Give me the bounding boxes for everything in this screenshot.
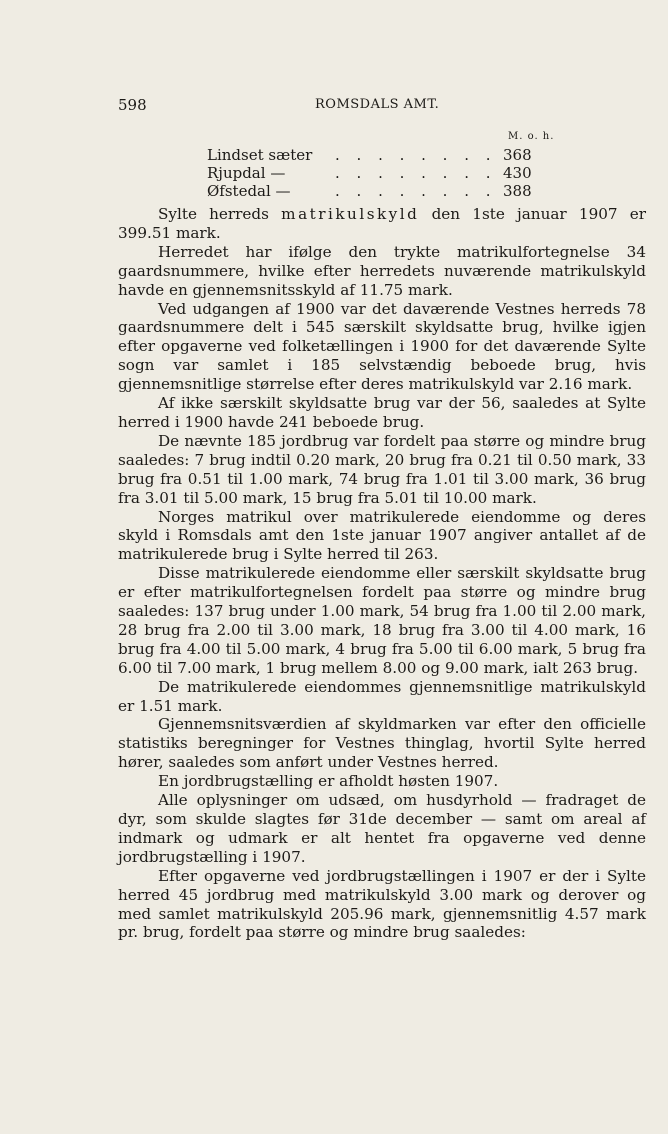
paragraph: Alle oplysninger om udsæd, om husdyrhold — fradraget de dyr, som skulde slagtes før 31de december — samt om areal af indmark og udmark er alt hentet fra opgaverne ved denne jordbrugstælling i 1907. [118,791,646,866]
elevation-value: 368 [503,146,532,164]
dot-leader: . . . . . . . . [335,182,497,200]
elevation-table [207,146,567,200]
paragraph-tail: den 1ste januar 1907 er 399.51 mark. [118,205,647,242]
paragraph: De matrikulerede eiendommes gjennemsnitlige matrikulskyld er 1.51 mark. [118,677,646,715]
paragraph: Disse matrikulerede eiendomme eller særskilt skyldsatte brug er efter matrikulfortegnelsen fordelt paa større og mindre brug saaledes: 137 brug under 1.00 mark, 54 brug fra 1.00 til 2.00 mark, 28 brug fra 2.00 til 3.00 mark, 18 brug fra 3.00 til 4.00 mark, 16 brug fra 4.00 til 5.00 mark, 4 brug fra 5.00 til 6.00 mark, 5 brug fra 6.00 til 7.00 mark, 1 brug mellem 8.00 og 9.00 mark, ialt 263 brug. [118,564,646,677]
elevation-row [207,164,567,182]
paragraph: Af ikke særskilt skyldsatte brug var der 56, saaledes at Sylte herred i 1900 havde 241 beboede brug. [118,394,646,431]
elevation-unit-label: M. o. h. [508,131,555,142]
farm-name: Rjupdal — [207,164,286,182]
page-number: 598 [118,96,147,114]
paragraph: Ved udgangen af 1900 var det daværende Vestnes herreds 78 gaardsnummere delt i 545 særskilt skyldsatte brug, hvilke igjen efter opgaverne ved folketællingen i 1900 for det daværende Sylte sogn var samlet i 185 selvstændig beboede brug, hvis gjennemsnitlige størrelse efter deres matrikulskyld var 2.16 mark. [118,299,646,394]
page-header [118,96,646,118]
elevation-value: 388 [503,182,532,200]
paragraph: De nævnte 185 jordbrug var fordelt paa større og mindre brug saaledes: 7 brug indtil 0.20 mark, 20 brug fra 0.21 til 0.50 mark, 33 brug fra 0.51 til 1.00 mark, 74 brug fra 1.01 til 3.00 mark, 36 brug fra 3.01 til 5.00 mark, 15 brug fra 5.01 til 10.00 mark. [118,431,646,507]
paragraph: Herredet har ifølge den trykte matrikulfortegnelse 34 gaardsnummere, hvilke efter herredets nuværende matrikulskyld havde en gjennemsnitsskyld af 11.75 mark. [118,242,646,299]
paragraph: Norges matrikul over matrikulerede eiendomme og deres skyld i Romsdals amt den 1ste januar 1907 angiver antallet af de matrikulerede brug i Sylte herred til 263. [118,507,646,564]
dot-leader: . . . . . . . . [335,164,497,182]
body-text [118,205,646,942]
spaced-term: matrikulskyld [281,205,420,223]
paragraph: Gjennemsnitsværdien af skyldmarken var efter den officielle statistiks beregninger for Vestnes thinglag, hvortil Sylte herred hører, saaledes som anført under Vestnes herred. [118,715,646,772]
paragraph-lead: Sylte herreds [158,205,269,223]
farm-name: Øfstedal — [207,182,291,200]
paragraph-matrikulskyld [118,205,646,243]
elevation-row [207,146,567,164]
running-title: ROMSDALS AMT. [315,97,440,112]
paragraph: Efter opgaverne ved jordbrugstællingen i 1907 er der i Sylte herred 45 jordbrug med matrikulskyld 3.00 mark og derover og med samlet matrikulskyld 205.96 mark, gjennemsnitlig 4.57 mark pr. brug, fordelt paa større og mindre brug saaledes: [118,866,646,942]
farm-name: Lindset sæter [207,146,313,164]
dot-leader: . . . . . . . . [335,146,497,164]
elevation-value: 430 [503,164,532,182]
elevation-row [207,182,567,200]
paragraph: En jordbrugstælling er afholdt høsten 1907. [158,772,499,791]
